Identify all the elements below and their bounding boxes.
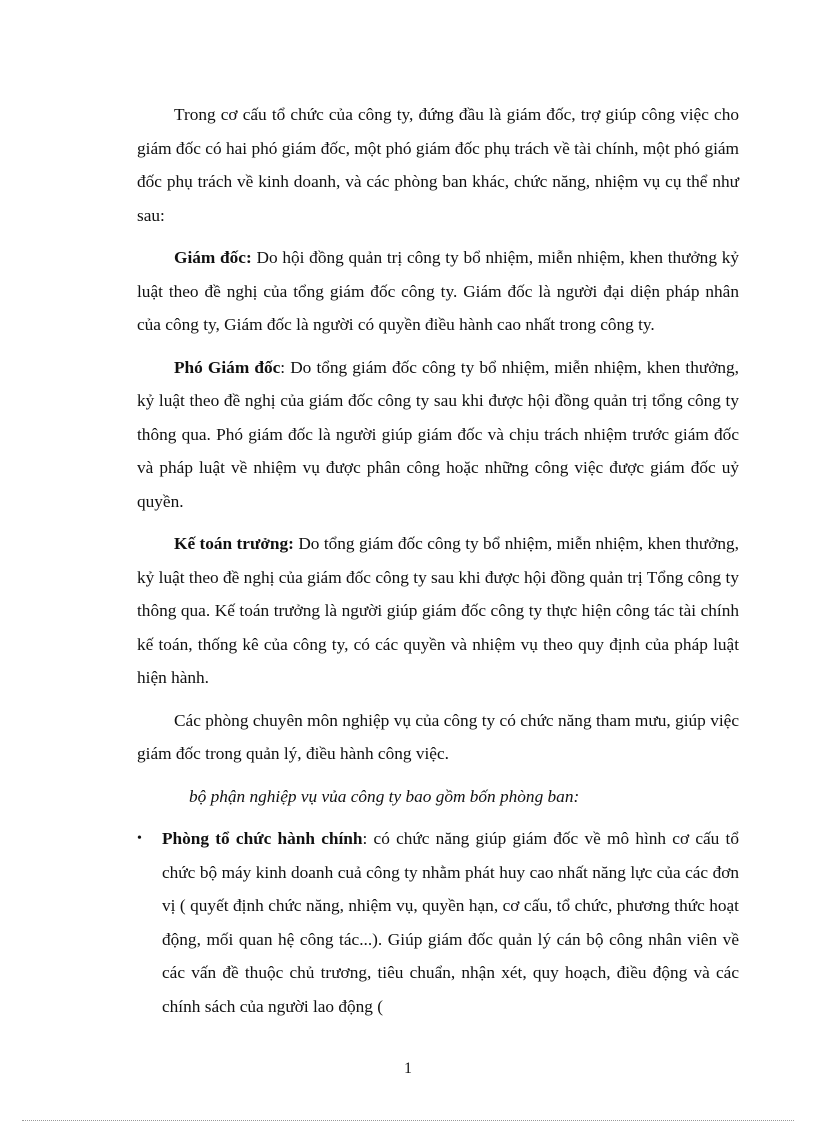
paragraph-ke-toan-truong: [137, 527, 739, 695]
section-intro-italic: bộ phận nghiệp vụ vủa công ty bao gồm bốn phòng ban:: [189, 786, 580, 806]
paragraph-text: : Do tổng giám đốc công ty bổ nhiệm, miễn nhiệm, khen thưởng, kỷ luật theo đề nghị của giám đốc công ty sau khi được hội đồng quản trị tổng công ty thông qua. Phó giám đốc là người giúp giám đốc và chịu trách nhiệm trước giám đốc và pháp luật về nhiệm vụ được phân công hoặc những công việc được giám đốc uỷ quyền.: [137, 357, 739, 511]
paragraph-heading: Giám đốc:: [174, 248, 252, 267]
paragraph-giam-doc: [137, 241, 739, 342]
paragraph-text: Trong cơ cấu tổ chức của công ty, đứng đầu là giám đốc, trợ giúp công việc cho giám đốc có hai phó giám đốc, một phó giám đốc phụ trách về tài chính, một phó giám đốc phụ trách về kinh doanh, và các phòng ban khác, chức năng, nhiệm vụ cụ thể như sau:: [137, 105, 739, 225]
paragraph-text: Do hội đồng quản trị công ty bổ nhiệm, miễn nhiệm, khen thưởng kỷ luật theo đề nghị của tổng giám đốc công ty. Giám đốc là người đại diện pháp nhân của công ty, Giám đốc là người có quyền điều hành cao nhất trong công ty.: [137, 248, 740, 334]
paragraph-heading: Kế toán trưởng:: [174, 534, 294, 553]
bullet-item-phong-to-chuc: [137, 822, 739, 1023]
page-number: 1: [404, 1060, 412, 1077]
paragraph-heading: Phó Giám đốc: [174, 357, 281, 377]
paragraph-intro: [137, 98, 739, 232]
paragraph-text: Các phòng chuyên môn nghiệp vụ của công ty có chức năng tham mưu, giúp việc giám đốc trong quản lý, điều hành công việc.: [137, 710, 739, 763]
bullet-heading: Phòng tổ chức hành chính: [162, 829, 363, 848]
bullet-icon: •: [137, 831, 142, 846]
document-body: [137, 98, 739, 1023]
paragraph-phong-chuyen-mon: [137, 704, 739, 771]
bullet-text: : có chức năng giúp giám đốc về mô hình cơ cấu tổ chức bộ máy kinh doanh cuả công ty nhằm phát huy cao nhất năng lực của các đơn vị ( quyết định chức năng, nhiệm vụ, quyền hạn, cơ cấu, tổ chức, phương thức hoạt động, mối quan hệ công tác...). Giúp giám đốc quản lý cán bộ công nhân viên về các vấn đề thuộc chủ trương, tiêu chuẩn, nhận xét, quy hoạch, điều động và các chính sách của người lao động (: [162, 829, 739, 1016]
page-bottom-divider: [22, 1120, 794, 1121]
paragraph-pho-giam-doc: [137, 351, 739, 519]
paragraph-text: Do tổng giám đốc công ty bổ nhiệm, miễn nhiệm, khen thưởng, kỷ luật theo đề nghị của giám đốc công ty sau khi được hội đồng quản trị Tổng công ty thông qua. Kế toán trưởng là người giúp giám đốc công ty thực hiện công tác tài chính kế toán, thống kê của công ty, có các quyền và nhiệm vụ theo quy định của pháp luật hiện hành.: [137, 534, 739, 687]
